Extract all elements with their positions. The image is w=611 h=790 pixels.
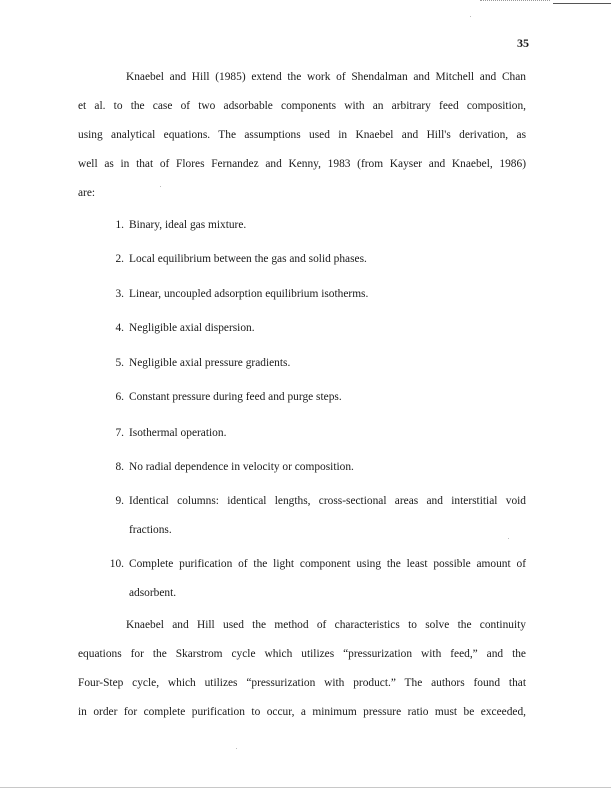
- scan-speck: [470, 16, 471, 17]
- list-number: 4.: [115, 322, 124, 334]
- list-number: 5.: [115, 357, 124, 369]
- paragraph-line: et al. to the case of two adsorbable components with an arbitrary feed composition,: [78, 100, 526, 112]
- intro-paragraph: [78, 69, 526, 214]
- methods-paragraph: [78, 617, 526, 733]
- list-number: 10.: [109, 558, 124, 570]
- list-text-continued: fractions.: [129, 524, 172, 536]
- list-text: Negligible axial pressure gradients.: [129, 357, 291, 369]
- list-text: Local equilibrium between the gas and solid phases.: [129, 253, 367, 265]
- list-text: Complete purification of the light component using the least possible amount of: [129, 558, 526, 570]
- paragraph-line: Knaebel and Hill used the method of characteristics to solve the continuity: [126, 619, 526, 631]
- paragraph-line: equations for the Skarstrom cycle which utilizes “pressurization with feed,” and the: [78, 648, 526, 660]
- paragraph-line: are:: [78, 187, 96, 199]
- scan-speck: [508, 538, 509, 539]
- list-number: 1.: [115, 219, 124, 231]
- paragraph-line: Four-Step cycle, which utilizes “pressurization with product.” The authors found that: [78, 677, 526, 689]
- paragraph-line: in order for complete purification to occur, a minimum pressure ratio must be exceeded,: [78, 706, 526, 718]
- scan-speck: [236, 748, 237, 749]
- list-number: 7.: [115, 427, 124, 439]
- list-number: 3.: [115, 288, 124, 300]
- paragraph-line: well as in that of Flores Fernandez and Kenny, 1983 (from Kayser and Knaebel, 1986): [78, 158, 526, 170]
- list-text: Isothermal operation.: [129, 427, 227, 439]
- list-text: Binary, ideal gas mixture.: [129, 219, 247, 231]
- list-number: 8.: [115, 461, 124, 473]
- list-text: Constant pressure during feed and purge steps.: [129, 391, 342, 403]
- list-text: Linear, uncoupled adsorption equilibrium isotherms.: [129, 288, 369, 300]
- paragraph-line: Knaebel and Hill (1985) extend the work of Shendalman and Mitchell and Chan: [126, 71, 526, 83]
- list-text: No radial dependence in velocity or composition.: [129, 461, 354, 473]
- scan-speck: [160, 186, 161, 187]
- scan-edge-line: [553, 3, 611, 4]
- scan-edge-mark: [480, 0, 550, 5]
- paragraph-line: using analytical equations. The assumptions used in Knaebel and Hill's derivation, as: [78, 129, 526, 141]
- list-number: 9.: [115, 495, 124, 507]
- list-text: Negligible axial dispersion.: [129, 322, 255, 334]
- scan-bottom-edge: [0, 787, 611, 788]
- page-number: 35: [517, 36, 529, 50]
- list-text: Identical columns: identical lengths, cross-sectional areas and interstitial void: [129, 495, 526, 507]
- list-number: 6.: [115, 391, 124, 403]
- list-text-continued: adsorbent.: [129, 587, 177, 599]
- list-number: 2.: [115, 253, 124, 265]
